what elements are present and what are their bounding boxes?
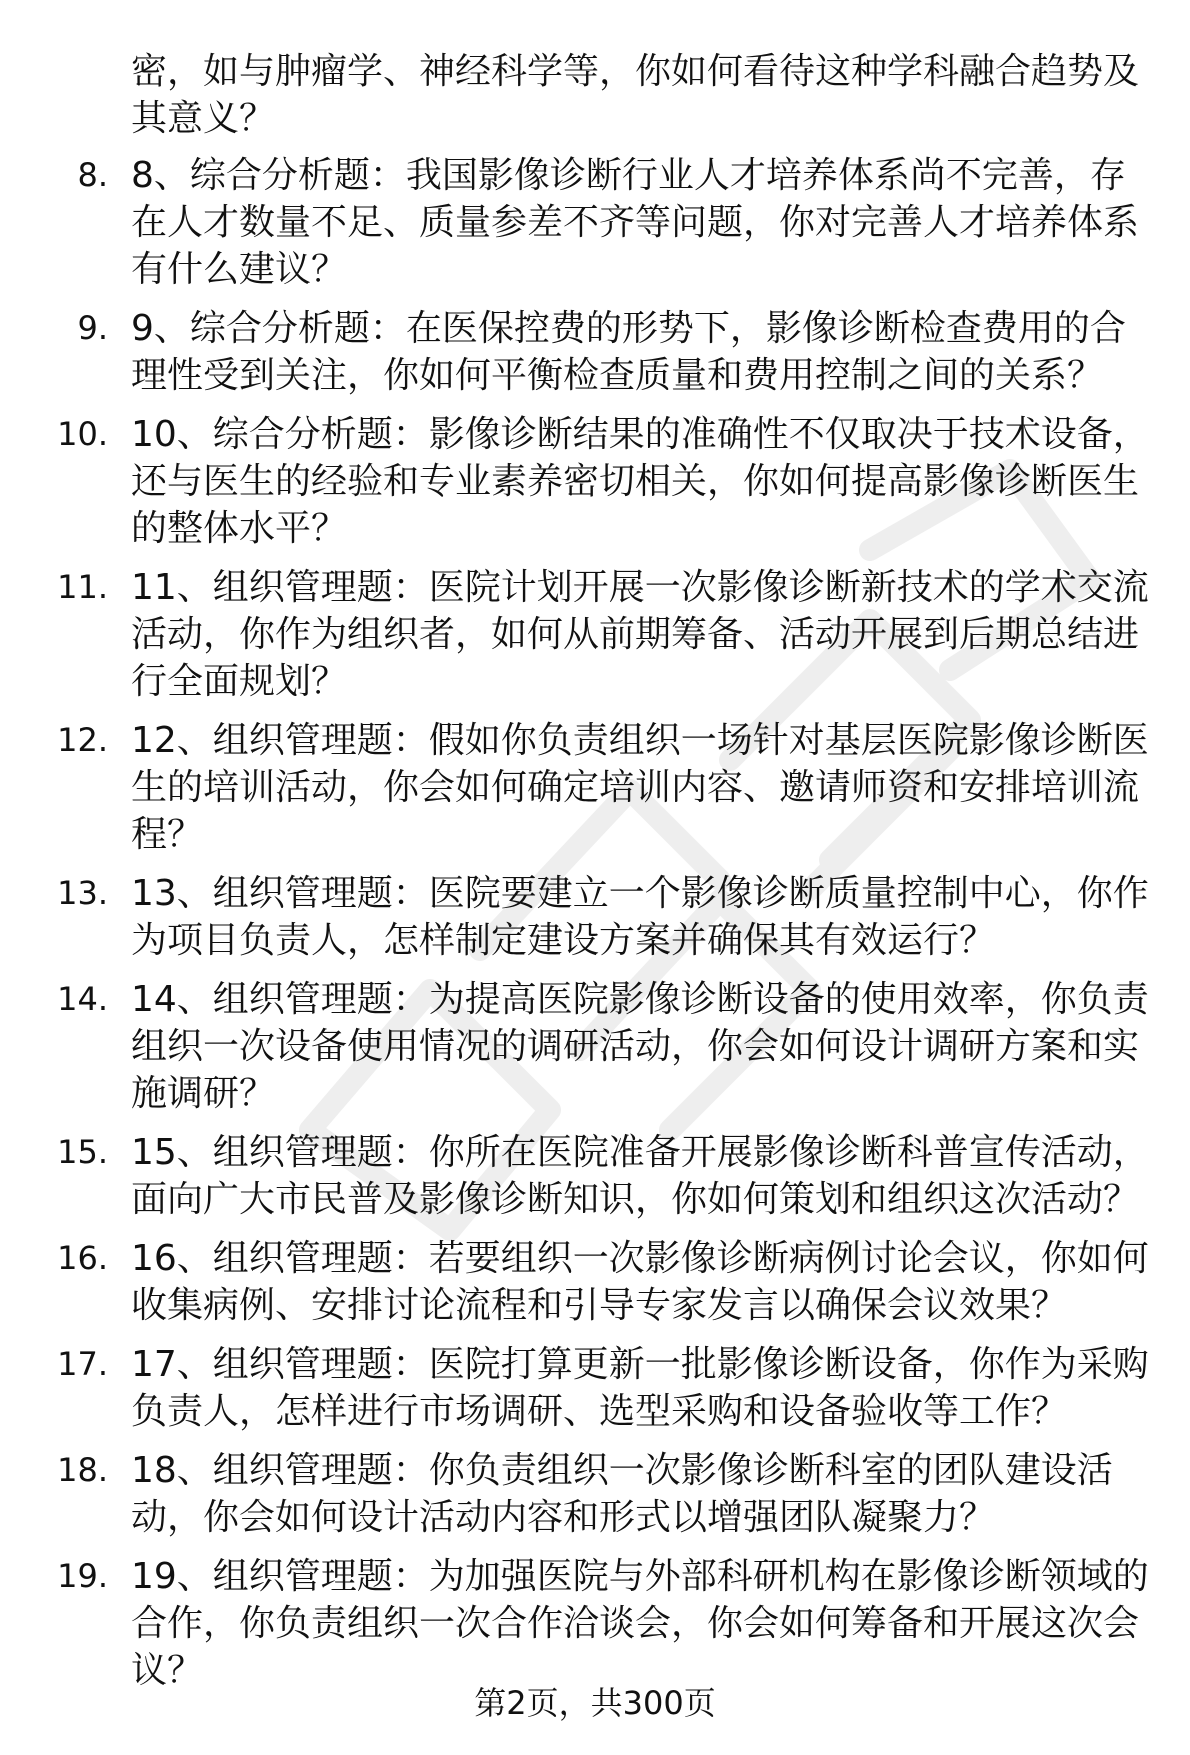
item-number: 18. bbox=[57, 1451, 108, 1489]
list-item bbox=[0, 717, 1190, 858]
item-number: 19. bbox=[57, 1557, 108, 1595]
question-text: 14、组织管理题：为提高医院影像诊断设备的使用效率，你负责组织一次设备使用情况的调研活动，你会如何设计调研方案和实施调研？ bbox=[131, 979, 1149, 1114]
list-item bbox=[0, 976, 1190, 1117]
question-text: 18、组织管理题：你负责组织一次影像诊断科室的团队建设活动，你会如何设计活动内容和形式以增强团队凝聚力？ bbox=[131, 1450, 1113, 1538]
question-text: 15、组织管理题：你所在医院准备开展影像诊断科普宣传活动，面向广大市民普及影像诊断知识，你如何策划和组织这次活动？ bbox=[131, 1132, 1149, 1220]
item-number: 9. bbox=[77, 309, 108, 347]
list-item bbox=[0, 152, 1190, 293]
item-number: 12. bbox=[57, 721, 108, 759]
list-item bbox=[0, 1341, 1190, 1435]
question-text: 9、综合分析题：在医保控费的形势下，影像诊断检查费用的合理性受到关注，你如何平衡检查质量和费用控制之间的关系？ bbox=[131, 308, 1126, 396]
question-text: 17、组织管理题：医院打算更新一批影像诊断设备，你作为采购负责人，怎样进行市场调研、选型采购和设备验收等工作？ bbox=[131, 1344, 1149, 1432]
list-item bbox=[0, 564, 1190, 705]
list-item bbox=[0, 1447, 1190, 1541]
item-number: 13. bbox=[57, 874, 108, 912]
question-list bbox=[0, 152, 1190, 1706]
item-number: 15. bbox=[57, 1133, 108, 1171]
list-item bbox=[0, 1235, 1190, 1329]
item-number: 8. bbox=[77, 156, 108, 194]
item-number: 16. bbox=[57, 1239, 108, 1277]
item-number: 10. bbox=[57, 415, 108, 453]
item-number: 17. bbox=[57, 1345, 108, 1383]
question-text: 11、组织管理题：医院计划开展一次影像诊断新技术的学术交流活动，你作为组织者，如何从前期筹备、活动开展到后期总结进行全面规划？ bbox=[131, 567, 1149, 702]
list-item bbox=[0, 870, 1190, 964]
continued-question-text: 密，如与肿瘤学、神经科学等，你如何看待这种学科融合趋势及其意义？ bbox=[131, 51, 1140, 139]
list-item bbox=[0, 305, 1190, 399]
list-item bbox=[0, 411, 1190, 552]
page-footer: 第2页，共300页 bbox=[474, 1684, 716, 1722]
list-item bbox=[0, 1129, 1190, 1223]
item-number: 11. bbox=[57, 568, 108, 606]
item-number: 14. bbox=[57, 980, 108, 1018]
question-text: 13、组织管理题：医院要建立一个影像诊断质量控制中心，你作为项目负责人，怎样制定建设方案并确保其有效运行？ bbox=[131, 873, 1149, 961]
question-text: 16、组织管理题：若要组织一次影像诊断病例讨论会议，你如何收集病例、安排讨论流程和引导专家发言以确保会议效果？ bbox=[131, 1238, 1149, 1326]
question-text: 8、综合分析题：我国影像诊断行业人才培养体系尚不完善，存在人才数量不足、质量参差不齐等问题，你对完善人才培养体系有什么建议？ bbox=[131, 155, 1140, 290]
question-text: 10、综合分析题：影像诊断结果的准确性不仅取决于技术设备，还与医生的经验和专业素养密切相关，你如何提高影像诊断医生的整体水平？ bbox=[131, 414, 1149, 549]
list-item bbox=[0, 1553, 1190, 1694]
question-text: 19、组织管理题：为加强医院与外部科研机构在影像诊断领域的合作，你负责组织一次合作洽谈会，你会如何筹备和开展这次会议？ bbox=[131, 1556, 1149, 1691]
question-text: 12、组织管理题：假如你负责组织一场针对基层医院影像诊断医生的培训活动，你会如何确定培训内容、邀请师资和安排培训流程？ bbox=[131, 720, 1149, 855]
